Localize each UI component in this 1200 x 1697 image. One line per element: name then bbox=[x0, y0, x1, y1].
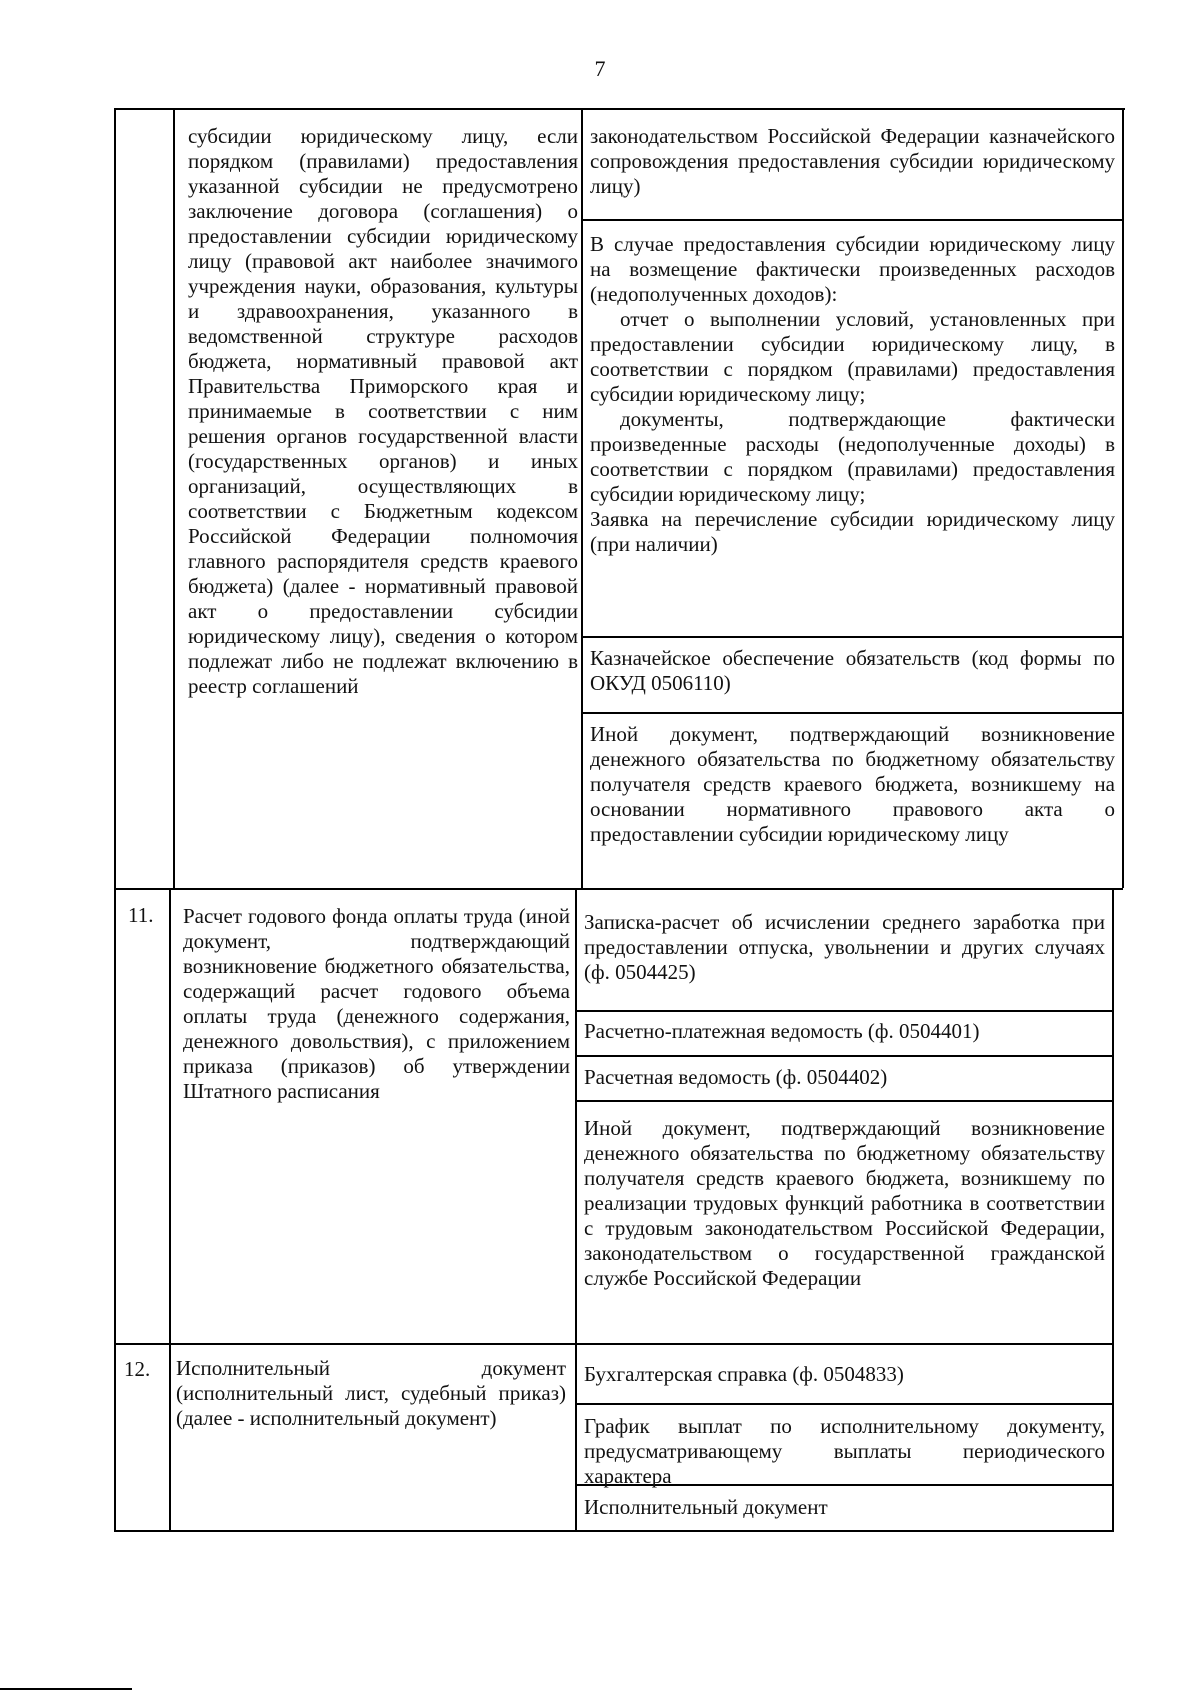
document-cell: Записка-расчет об исчислении среднего заработка при предоставлении отпуска, увольнении и других случаях (ф. 0504425) bbox=[584, 910, 1105, 984]
cell-separator bbox=[581, 219, 1123, 221]
table-border-right bbox=[1122, 108, 1124, 888]
page-number: 7 bbox=[594, 56, 606, 81]
document-cell: законодательством Российской Федерации казначейского сопровождения предоставления субсидии юридическому лицу) bbox=[590, 124, 1115, 198]
column-divider-1 bbox=[173, 108, 175, 888]
document-cell: Расчетная ведомость (ф. 0504402) bbox=[584, 1065, 888, 1089]
document-cell-text: отчет о выполнении условий, установленных при предоставлении субсидии юридическому лицу, в соответствии с порядком (правилами) предоставления субсидии юридическому лицу; bbox=[590, 307, 1115, 406]
cell-separator bbox=[581, 712, 1123, 714]
document-cell-text: документы, подтверждающие фактически произведенные расходы (недополученные доходы) в соответствии с порядком (правилами) предоставления субсидии юридическому лицу; bbox=[590, 407, 1115, 506]
row-name-cell: Расчет годового фонда оплаты труда (иной документ, подтверждающий возникновение бюджетного обязательства, содержащий расчет годового объема оплаты труда (денежного содержания, денежного довольствия), с приложением приказа (приказов) об утверждении Штатного расписания bbox=[183, 904, 570, 1103]
document-cell bbox=[590, 232, 1115, 557]
row-name-cell: субсидии юридическому лицу, если порядком (правилами) предоставления указанной субсидии не предусмотрено заключение договора (соглашения) о предоставлении субсидии юридическому лицу (правовой акт наиболее значимого учреждения науки, образования, культуры и здравоохранения, указанного в ведомственной структуре расходов бюджета, нормативный правовой акт Правительства Приморского края и принимаемые в соответствии с ним решения органов государственной власти (государственных органов) и иных организаций, осуществляющих в соответствии с Бюджетным кодексом Российской Федерации полномочия главного распорядителя средств краевого бюджета) (далее - нормативный правовой акт о предоставлении субсидии юридическому лицу), сведения о котором подлежат либо не подлежат включению в реестр соглашений bbox=[188, 124, 578, 698]
row-separator bbox=[115, 888, 1123, 890]
cell-separator bbox=[575, 1100, 1113, 1102]
column-divider-1 bbox=[169, 888, 171, 1532]
document-cell: Иной документ, подтверждающий возникновение денежного обязательства по бюджетному обязательству получателя средств краевого бюджета, возникшему по реализации трудовых функций работника в соответствии с трудовым законодательством Российской Федерации, законодательством о государственной гражданской службе Российской Федерации bbox=[584, 1116, 1105, 1290]
document-cell: Казначейское обеспечение обязательств (код формы по ОКУД 0506110) bbox=[590, 646, 1115, 695]
row-number: 12. bbox=[124, 1357, 151, 1381]
table-border-left bbox=[114, 108, 116, 1532]
document-cell-text: Заявка на перечисление субсидии юридическому лицу (при наличии) bbox=[590, 507, 1115, 556]
document-cell: Иной документ, подтверждающий возникновение денежного обязательства по бюджетному обязательству получателя средств краевого бюджета, возникшему на основании нормативного правового акта о предоставлении субсидии юридическому лицу bbox=[590, 722, 1115, 846]
document-cell: Исполнительный документ bbox=[584, 1495, 828, 1519]
cell-separator bbox=[575, 1010, 1113, 1012]
table-border-bottom bbox=[115, 1530, 1113, 1532]
document-cell: График выплат по исполнительному документу, предусматривающему выплаты периодического характера bbox=[584, 1414, 1105, 1488]
table-border-right bbox=[1112, 888, 1114, 1532]
cell-separator bbox=[581, 636, 1123, 638]
document-cell-text: В случае предоставления субсидии юридическому лицу на возмещение фактически произведенных расходов (недополученных доходов): bbox=[590, 232, 1115, 306]
row-number: 11. bbox=[128, 903, 154, 927]
footer-rule bbox=[0, 1688, 132, 1690]
column-divider-2 bbox=[575, 888, 577, 1532]
cell-separator bbox=[575, 1403, 1113, 1405]
column-divider-2 bbox=[581, 108, 583, 888]
document-cell: Расчетно-платежная ведомость (ф. 0504401) bbox=[584, 1019, 980, 1043]
document-cell: Бухгалтерская справка (ф. 0504833) bbox=[584, 1362, 904, 1386]
table-border-top bbox=[115, 108, 1125, 110]
cell-separator bbox=[575, 1055, 1113, 1057]
row-separator bbox=[115, 1343, 1113, 1345]
row-name-cell: Исполнительный документ (исполнительный лист, судебный приказ) (далее - исполнительный документ) bbox=[176, 1356, 566, 1430]
